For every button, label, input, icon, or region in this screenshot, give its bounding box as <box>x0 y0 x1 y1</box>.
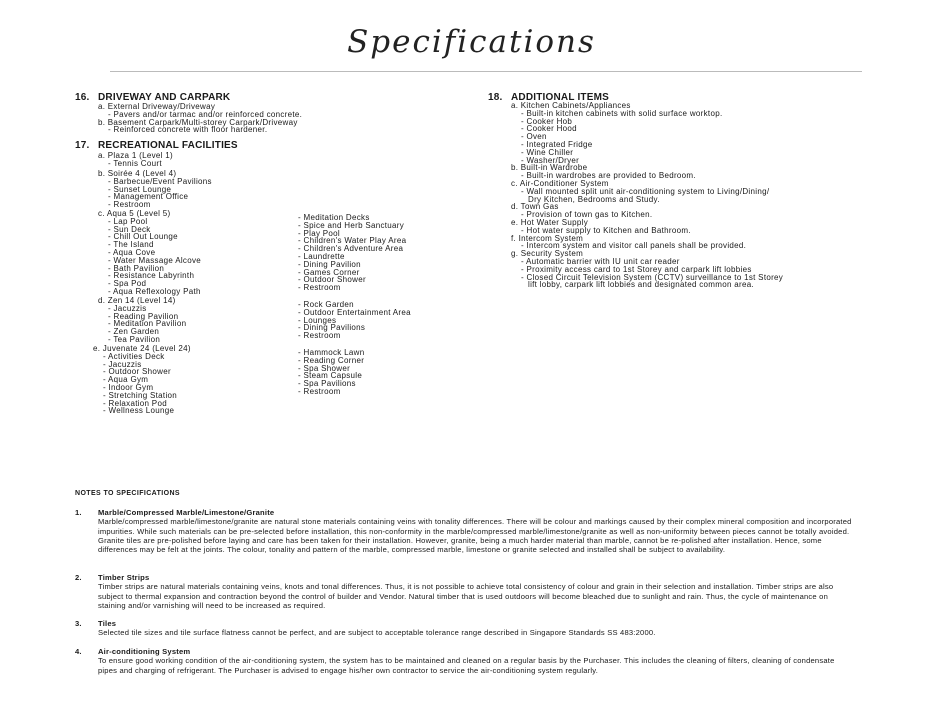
list-item: - Washer/Dryer <box>521 155 580 165</box>
list-item: - Outdoor Shower <box>298 275 366 285</box>
page-title: Specifications <box>347 24 596 60</box>
list-item: - Proximity access card to 1st Storey and carpark lift lobbies <box>521 264 752 274</box>
list-item: - Outdoor Entertainment Area <box>298 307 411 317</box>
note-3 <box>75 619 855 638</box>
list-item: - Spa Shower <box>298 363 351 373</box>
list-item: - Intercom system and visitor call panels shall be provided. <box>521 241 747 251</box>
list-heading: a. External Driveway/Driveway <box>98 102 216 111</box>
section-number: 17. <box>75 140 90 151</box>
facility-aqua-list <box>98 210 201 296</box>
list-item: - Reading Corner <box>298 355 365 365</box>
list-item: lift lobby, carpark lift lobbies and designated common area. <box>528 280 754 290</box>
list-heading: c. Air-Conditioner System <box>511 178 609 188</box>
section-heading-17 <box>75 140 238 151</box>
list-item: - Spice and Herb Sanctuary <box>298 220 405 230</box>
list-item: - Activities Deck <box>103 351 165 361</box>
list-item: - Bath Pavilion <box>108 263 165 273</box>
list-heading: f. Intercom System <box>511 233 584 243</box>
section-number: 18. <box>488 92 503 103</box>
list-item: - Chill Out Lounge <box>108 232 178 242</box>
note-text: To ensure good working condition of the air-conditioning system, the system has to be maintained and cleaned on a regular basis by the Purchaser. This includes the cleaning of filters, cleaning of condensate pipes and charging of refrigerant. The Purchaser is advised to engage his/her own contractor to service the air-conditioning system regularly. <box>98 656 835 675</box>
list-item: - Cooker Hood <box>521 124 577 134</box>
list-item: - Built-in kitchen cabinets with solid surface worktop. <box>521 108 723 118</box>
list-item: - Aqua Gym <box>103 375 149 385</box>
list-item: - Meditation Pavilion <box>108 319 187 329</box>
note-number: 2. <box>75 573 82 582</box>
list-item: - Jacuzzis <box>108 303 147 313</box>
facility-plaza-list <box>98 152 173 168</box>
list-item: - Indoor Gym <box>103 382 154 392</box>
list-item: - Tennis Court <box>108 158 162 168</box>
list-item: - Children's Adventure Area <box>298 244 404 254</box>
list-item: - Steam Capsule <box>298 371 363 381</box>
list-item: - Hot water supply to Kitchen and Bathroom. <box>521 225 691 235</box>
list-item: Dry Kitchen, Bedrooms and Study. <box>528 194 660 204</box>
list-item: - Reinforced concrete with floor hardener. <box>108 125 268 135</box>
list-item: - Restroom <box>108 200 151 210</box>
list-item: - Spa Pavilions <box>298 379 356 389</box>
note-text: Selected tile sizes and tile surface flatness cannot be perfect, and are subject to acceptable tolerance range described in Singapore Standards SS 483:2000. <box>98 628 656 638</box>
list-item: - Integrated Fridge <box>521 139 593 149</box>
list-item: - Dining Pavilion <box>298 259 361 269</box>
list-item: - Provision of town gas to Kitchen. <box>521 210 653 220</box>
title-divider <box>110 71 862 72</box>
note-title: Timber Strips <box>98 573 150 582</box>
list-item: - Lap Pool <box>108 216 148 226</box>
list-item: - Lounges <box>298 315 337 325</box>
list-item: - Automatic barrier with IU unit car reader <box>521 256 680 266</box>
list-item: - Closed Circuit Television System (CCTV) surveillance to 1st Storey <box>521 272 784 282</box>
note-title: Air-conditioning System <box>98 647 191 656</box>
list-item: - Games Corner <box>298 267 360 277</box>
list-item: - Restroom <box>298 386 341 396</box>
list-item: - Zen Garden <box>108 327 160 337</box>
note-number: 3. <box>75 619 82 628</box>
list-item: - Tea Pavilion <box>108 334 161 344</box>
note-title: Tiles <box>98 619 117 628</box>
driveway-list <box>98 103 302 134</box>
section-title: ADDITIONAL ITEMS <box>511 92 610 103</box>
note-title: Marble/Compressed Marble/Limestone/Granite <box>98 508 275 517</box>
list-heading: a. Plaza 1 (Level 1) <box>98 151 173 160</box>
list-item: - Wellness Lounge <box>103 406 175 416</box>
additional-items-list <box>511 102 783 289</box>
list-item: - Relaxation Pod <box>103 398 167 408</box>
facility-soiree-list <box>98 170 212 209</box>
note-4 <box>75 647 855 675</box>
note-number: 1. <box>75 508 82 517</box>
list-item: - Reading Pavilion <box>108 311 179 321</box>
list-item: - The Island <box>108 240 154 250</box>
facility-zen-list-col2 <box>288 301 411 340</box>
list-item: - Sun Deck <box>108 224 151 234</box>
list-heading: b. Built-in Wardrobe <box>511 163 588 173</box>
notes-heading: NOTES TO SPECIFICATIONS <box>75 490 181 497</box>
note-number: 4. <box>75 647 82 656</box>
list-item: - Stretching Station <box>103 390 178 400</box>
section-title: DRIVEWAY AND CARPARK <box>98 92 231 103</box>
note-2 <box>75 573 855 610</box>
list-item: - Outdoor Shower <box>103 367 171 377</box>
list-heading: e. Juvenate 24 (Level 24) <box>93 344 191 353</box>
list-item: - Sunset Lounge <box>108 184 172 194</box>
list-item: - Pavers and/or tarmac and/or reinforced concrete. <box>108 109 303 119</box>
list-heading: g. Security System <box>511 249 584 259</box>
list-item: - Oven <box>521 132 547 142</box>
list-item: - Dining Pavilions <box>298 323 366 333</box>
list-item: - Wall mounted split unit air-conditioning system to Living/Dining/ <box>521 186 770 196</box>
note-text: Timber strips are natural materials containing veins, knots and tonal differences. Thus, it is not possible to achieve total consistency of colour and grain in their selection and installation. Timber strips are also subject to thermal expansion and contraction beyond the control of builder and Vendor. Natural timber that is used outdoors will become bleached due to sunlight and rain. Thus, the cycle of maintenance on staining and/or varnishing will need to be increased as required. <box>98 582 834 610</box>
list-item: - Restroom <box>298 283 341 293</box>
list-item: - Laundrette <box>298 251 345 261</box>
note-text: Marble/compressed marble/limestone/granite are natural stone materials containing veins with tonality differences. There will be colour and markings caused by their complex mineral composition and incorporated impurities. While such materials can be pre-selected before installation, this non-conformity in the marble/compressed marble/limestone/granite as well as non-uniformity between pieces cannot be totally avoided. Granite tiles are pre-polished before laying and care has been taken for their installation. However, granite, being a much harder material than marble, cannot be re-polished after installation. Hence, some differences may be felt at the joints. The colour, tonality and pattern of the marble, compressed marble, limestone or granite selected and installed shall be subject to availability. <box>98 517 852 555</box>
list-item: - Resistance Labyrinth <box>108 271 195 281</box>
list-item: - Barbecue/Event Pavilions <box>108 176 212 186</box>
list-heading: d. Zen 14 (Level 14) <box>98 296 176 305</box>
list-heading: b. Basement Carpark/Multi-storey Carpark/Driveway <box>98 117 298 127</box>
list-item: - Hammock Lawn <box>298 348 365 357</box>
list-item: - Aqua Reflexology Path <box>108 286 201 296</box>
list-item: - Wine Chiller <box>521 147 574 157</box>
list-heading: a. Kitchen Cabinets/Appliances <box>511 101 631 110</box>
facility-juvenate-list-col2 <box>288 349 364 396</box>
list-item: - Children's Water Play Area <box>298 236 407 246</box>
facility-aqua-list-col2 <box>288 214 406 292</box>
list-item: - Jacuzzis <box>103 359 142 369</box>
list-item: - Meditation Decks <box>298 213 370 222</box>
list-item: - Cooker Hob <box>521 116 573 126</box>
list-item: - Spa Pod <box>108 279 147 289</box>
list-item: - Rock Garden <box>298 300 354 309</box>
note-1 <box>75 508 855 554</box>
facility-juvenate-list <box>93 345 191 415</box>
list-heading: d. Town Gas <box>511 202 559 212</box>
list-item: - Aqua Cove <box>108 247 156 257</box>
list-heading: b. Soirée 4 (Level 4) <box>98 169 177 178</box>
section-title: RECREATIONAL FACILITIES <box>98 140 238 151</box>
section-number: 16. <box>75 92 90 103</box>
facility-zen-list <box>98 297 186 344</box>
list-item: - Restroom <box>298 331 341 341</box>
list-item: - Water Massage Alcove <box>108 255 202 265</box>
list-item: - Management Office <box>108 192 189 202</box>
list-item: - Play Pool <box>298 228 340 238</box>
list-heading: e. Hot Water Supply <box>511 217 588 227</box>
list-item: - Built-in wardrobes are provided to Bedroom. <box>521 171 696 181</box>
list-heading: c. Aqua 5 (Level 5) <box>98 209 171 218</box>
